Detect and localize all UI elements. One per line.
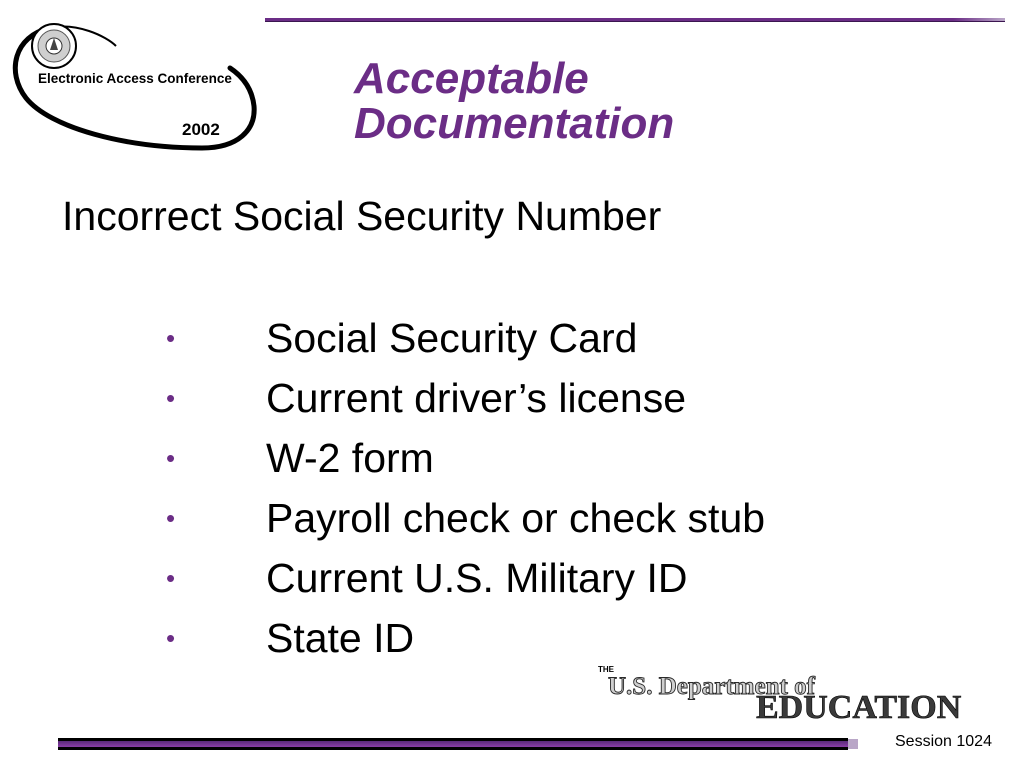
slide-title [354,56,674,146]
list-item-text: Payroll check or check stub [266,495,766,541]
bullet-icon: • [166,503,176,533]
bullet-icon: • [166,323,176,353]
session-label: Session 1024 [895,733,992,750]
bullet-icon: • [166,383,176,413]
top-divider-line [265,18,1005,22]
ed-logo-line-2: EDUCATION [756,689,962,724]
conference-logo-year: 2002 [182,120,220,139]
bullet-icon: • [166,563,176,593]
conference-logo-name: Electronic Access Conference [38,71,232,86]
list-item-text: W-2 form [266,435,434,481]
slide-title-line-1: Acceptable [354,54,589,103]
department-seal-icon [32,24,76,68]
bottom-divider-bar [58,738,848,750]
list-item-text: Current driver’s license [266,375,687,421]
slide-title-line-2: Documentation [354,99,675,148]
conference-logo [6,14,258,154]
bullet-icon: • [166,623,176,653]
ed-logo-line-1: U.S. Department of [608,673,815,700]
bullet-icon: • [166,443,176,473]
ed-logo-the: THE [598,665,614,674]
list-item-text: Current U.S. Military ID [266,555,688,601]
list-item-text: State ID [266,615,415,661]
list-item-text: Social Security Card [266,315,638,361]
slide-subtitle: Incorrect Social Security Number [62,193,662,239]
bottom-divider-end [848,739,858,749]
department-of-education-logo [596,662,1000,724]
